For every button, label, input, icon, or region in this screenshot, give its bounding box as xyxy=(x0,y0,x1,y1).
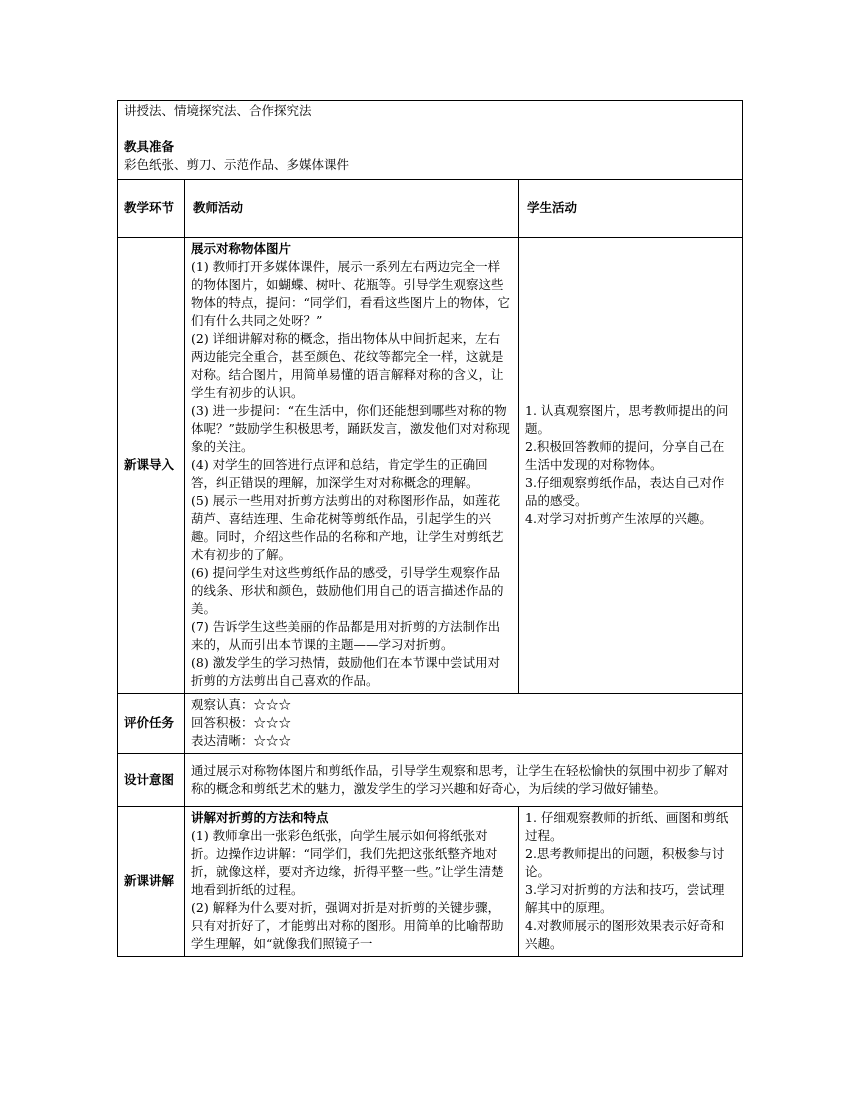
evaluation-item: 回答积极：☆☆☆ xyxy=(191,715,292,730)
lecture-row xyxy=(118,807,743,957)
evaluation-label: 评价任务 xyxy=(118,694,185,754)
header-stage: 教学环节 xyxy=(118,180,185,238)
header-row xyxy=(118,180,743,238)
lecture-teacher-item: (2) 解释为什么要对折，强调对折是对折剪的关键步骤，只有对折好了，才能剪出对称的图形。用简单的比喻帮助学生理解，如“就像我们照镜子一 xyxy=(191,900,504,951)
intro-title: 展示对称物体图片 xyxy=(191,241,292,256)
intro-label: 新课导入 xyxy=(118,238,185,694)
lecture-title: 讲解对折剪的方法和特点 xyxy=(191,810,329,825)
lecture-student-cell xyxy=(519,807,743,957)
design-row xyxy=(118,754,743,807)
intro-student-cell xyxy=(519,238,743,694)
intro-teacher-item: (1) 教师打开多媒体课件，展示一系列左右两边完全一样的物体图片，如蝴蝶、树叶、花瓶等。引导学生观察这些物体的特点，提问：“同学们，看看这些图片上的物体，它们有什么共同之处呀？” xyxy=(191,259,510,328)
lecture-student-item: 2.思考教师提出的问题，积极参与讨论。 xyxy=(525,846,725,879)
evaluation-item: 表达清晰：☆☆☆ xyxy=(191,733,292,748)
intro-student-item: 1. 认真观察图片，思考教师提出的问题。 xyxy=(525,403,729,436)
intro-teacher-item: (8) 激发学生的学习热情，鼓励他们在本节课中尝试用对折剪的方法剪出自己喜欢的作品。 xyxy=(191,655,501,688)
teaching-methods: 讲授法、情境探究法、合作探究法 xyxy=(124,103,312,118)
intro-student-item: 4.对学习对折剪产生浓厚的兴趣。 xyxy=(525,511,712,526)
intro-student-item: 3.仔细观察剪纸作品，表达自己对作品的感受。 xyxy=(525,475,725,508)
intro-row xyxy=(118,238,743,694)
lesson-plan-table xyxy=(117,100,743,957)
intro-teacher-item: (6) 提问学生对这些剪纸作品的感受，引导学生观察作品的线条、形状和颜色，鼓励他们用自己的语言描述作品的美。 xyxy=(191,565,504,616)
intro-teacher-item: (5) 展示一些用对折剪方法剪出的对称图形作品，如莲花葫芦、喜结连理、生命花树等剪纸作品，引起学生的兴趣。同时，介绍这些作品的名称和产地，让学生对剪纸艺术有初步的了解。 xyxy=(191,493,504,562)
intro-teacher-item: (4) 对学生的回答进行点评和总结，肯定学生的正确回答，纠正错误的理解，加深学生对对称概念的理解。 xyxy=(191,457,488,490)
header-student: 学生活动 xyxy=(519,180,743,238)
lecture-student-item: 1. 仔细观察教师的折纸、画图和剪纸过程。 xyxy=(525,810,729,843)
design-label: 设计意图 xyxy=(118,754,185,807)
intro-teacher-item: (2) 详细讲解对称的概念，指出物体从中间折起来，左右两边能完全重合，甚至颜色、花纹等都完全一样，这就是对称。结合图片，用简单易懂的语言解释对称的含义，让学生有初步的认识。 xyxy=(191,331,504,400)
methods-row xyxy=(118,101,743,180)
lecture-teacher-cell xyxy=(185,807,519,957)
intro-student-item: 2.积极回答教师的提问，分享自己在生活中发现的对称物体。 xyxy=(525,439,725,472)
evaluation-cell xyxy=(185,694,743,754)
evaluation-item: 观察认真：☆☆☆ xyxy=(191,697,292,712)
lecture-student-item: 3.学习对折剪的方法和技巧，尝试理解其中的原理。 xyxy=(525,882,725,915)
lecture-label: 新课讲解 xyxy=(118,807,185,957)
header-teacher: 教师活动 xyxy=(185,180,519,238)
intro-teacher-item: (7) 告诉学生这些美丽的作品都是用对折剪的方法制作出来的，从而引出本节课的主题——学习对折剪。 xyxy=(191,619,501,652)
design-text: 通过展示对称物体图片和剪纸作品，引导学生观察和思考，让学生在轻松愉快的氛围中初步了解对称的概念和剪纸艺术的魅力，激发学生的学习兴趣和好奇心，为后续的学习做好铺垫。 xyxy=(185,754,743,807)
materials-title: 教具准备 xyxy=(124,139,175,154)
materials-list: 彩色纸张、剪刀、示范作品、多媒体课件 xyxy=(124,157,350,172)
lesson-plan-page xyxy=(117,100,742,957)
lecture-teacher-item: (1) 教师拿出一张彩色纸张，向学生展示如何将纸张对折。边操作边讲解：“同学们，我们先把这张纸整齐地对折，就像这样，要对齐边缘，折得平整一些。”让学生清楚地看到折纸的过程。 xyxy=(191,828,504,897)
lecture-student-item: 4.对教师展示的图形效果表示好奇和兴趣。 xyxy=(525,918,725,951)
evaluation-row xyxy=(118,694,743,754)
intro-teacher-item: (3) 进一步提问：“在生活中，你们还能想到哪些对称的物体呢？”鼓励学生积极思考，踊跃发言，激发他们对对称现象的关注。 xyxy=(191,403,510,454)
intro-teacher-cell xyxy=(185,238,519,694)
